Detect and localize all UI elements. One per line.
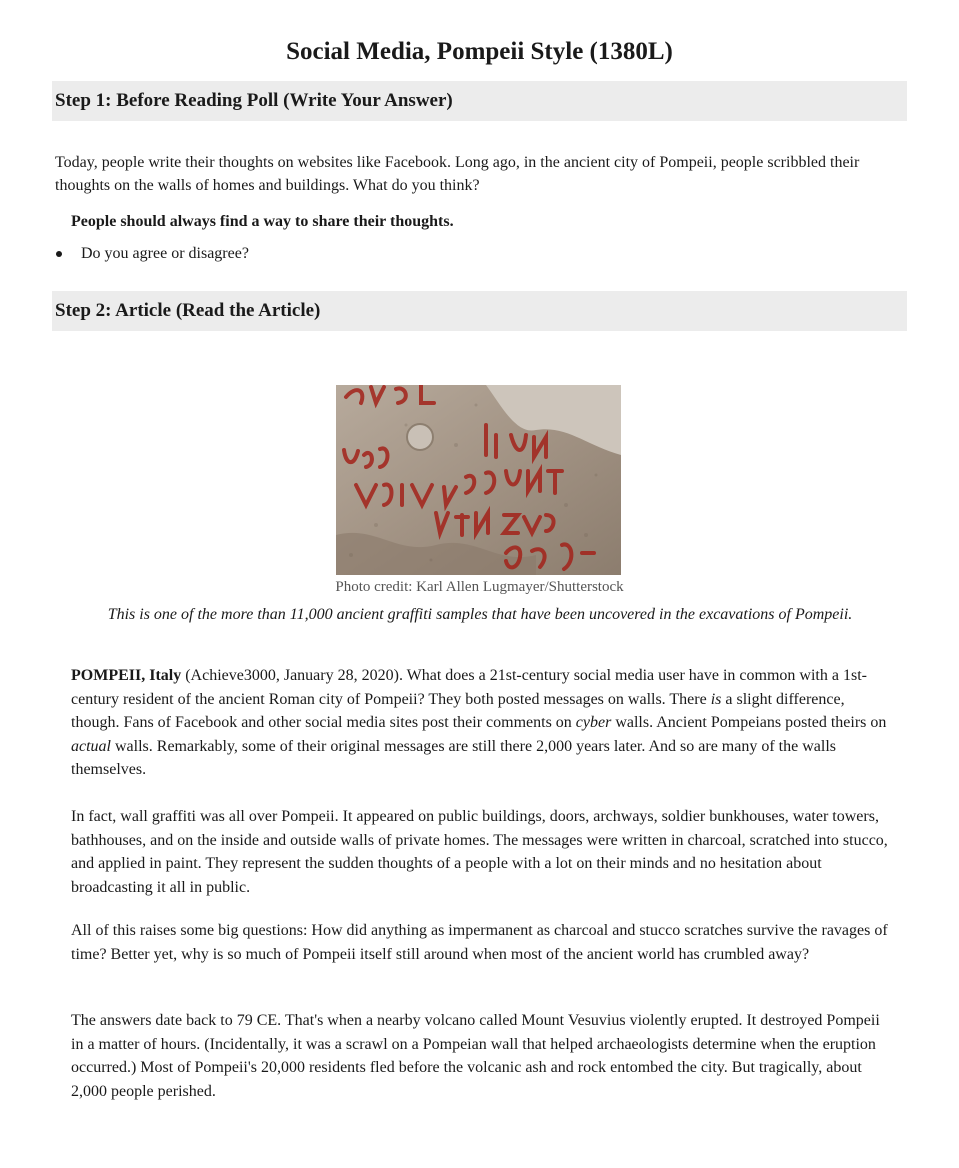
step1-heading: Step 1: Before Reading Poll (Write Your Answer) xyxy=(55,90,453,111)
article-paragraph-2: In fact, wall graffiti was all over Pompeii. It appeared on public buildings, doors, archways, soldier bunkhouses, water towers, bathhouses, and on the inside and outside walls of private homes. The messages were written in charcoal, scratched into stucco, and applied in paint. They represent the sudden thoughts of a people with a lot on their minds and no hesitation about broadcasting it all in public. xyxy=(71,808,888,896)
poll-question xyxy=(55,245,249,263)
photo-credit: Photo credit: Karl Allen Lugmayer/Shutterstock xyxy=(335,579,624,595)
bullet-icon xyxy=(56,251,62,257)
poll-intro-text: Today, people write their thoughts on websites like Facebook. Long ago, in the ancient city of Pompeii, people scribbled their thoughts on the walls of homes and buildings. What do you think? xyxy=(55,154,860,194)
step2-heading-bar xyxy=(52,291,907,331)
article-paragraph-1: POMPEII, Italy (Achieve3000, January 28, 2020). What does a 21st-century social media user have in common with a 1st-century resident of the ancient Roman city of Pompeii? They both posted messages on walls. There is a slight difference, though. Fans of Facebook and other social media sites post their comments on cyber walls. Ancient Pompeians posted theirs on actual walls. Remarkably, some of their original messages are still there 2,000 years later. And so are many of the walls themselves. xyxy=(71,667,887,778)
step1-heading-bar xyxy=(52,81,907,121)
article-paragraph-3: All of this raises some big questions: How did anything as impermanent as charcoal and stucco scratches survive the ravages of time? Better yet, why is so much of Pompeii itself still around when most of the ancient world has crumbled away? xyxy=(71,922,888,963)
graffiti-photo xyxy=(336,385,621,575)
graffiti-wall-icon xyxy=(336,385,621,575)
poll-statement: People should always find a way to share their thoughts. xyxy=(71,213,454,230)
photo-caption: This is one of the more than 11,000 ancient graffiti samples that have been uncovered in the excavations of Pompeii. xyxy=(107,606,853,623)
document-title: Social Media, Pompeii Style (1380L) xyxy=(286,38,673,65)
article-paragraph-4: The answers date back to 79 CE. That's when a nearby volcano called Mount Vesuvius violently erupted. It destroyed Pompeii in a matter of hours. (Incidentally, it was a scrawl on a Pompeian wall that helped archaeologists determine when the eruption occurred.) Most of Pompeii's 20,000 residents fled before the volcanic ash and rock entombed the city. But tragically, about 2,000 people perished. xyxy=(71,1012,880,1100)
step2-heading: Step 2: Article (Read the Article) xyxy=(55,300,321,321)
dateline: POMPEII, Italy xyxy=(71,667,182,684)
poll-question-text: Do you agree or disagree? xyxy=(81,245,249,262)
